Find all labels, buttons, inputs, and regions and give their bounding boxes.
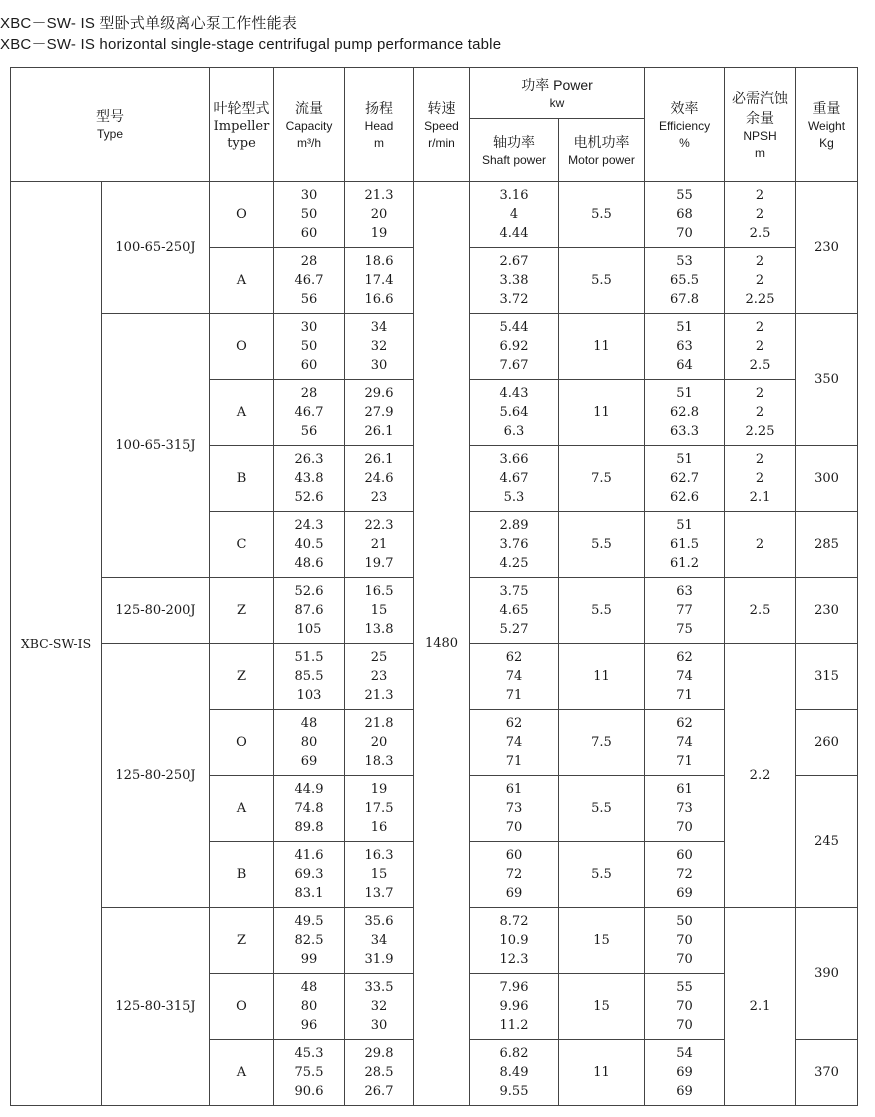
head-cell: 18.6 17.4 16.6 [345,248,414,314]
head-cell: 25 23 21.3 [345,644,414,710]
head-cell: 22.3 21 19.7 [345,512,414,578]
impeller-cell: A [210,248,274,314]
shaft-power-cell: 3.75 4.65 5.27 [470,578,559,644]
header-power: 功率 Power kw [470,68,645,119]
motor-power-cell: 5.5 [559,842,645,908]
model-cell: 125-80-315J [102,908,210,1106]
header-npsh: 必需汽蚀 余量 NPSH m [725,68,796,182]
weight-cell: 390 [796,908,858,1040]
efficiency-cell: 51 62.8 63.3 [645,380,725,446]
shaft-power-cell: 3.66 4.67 5.3 [470,446,559,512]
efficiency-cell: 53 65.5 67.8 [645,248,725,314]
motor-power-cell: 15 [559,908,645,974]
capacity-cell: 45.3 75.5 90.6 [274,1040,345,1106]
capacity-cell: 44.9 74.8 89.8 [274,776,345,842]
weight-cell: 300 [796,446,858,512]
capacity-cell: 52.6 87.6 105 [274,578,345,644]
header-capacity: 流量 Capacity m³/h [274,68,345,182]
motor-power-cell: 7.5 [559,446,645,512]
efficiency-cell: 54 69 69 [645,1040,725,1106]
performance-table [10,67,858,1106]
weight-cell: 370 [796,1040,858,1106]
impeller-cell: C [210,512,274,578]
npsh-cell: 2 2 2.1 [725,446,796,512]
motor-power-cell: 5.5 [559,578,645,644]
shaft-power-cell: 60 72 69 [470,842,559,908]
efficiency-cell: 51 61.5 61.2 [645,512,725,578]
title-chinese: XBC－SW- IS 型卧式单级离心泵工作性能表 [0,15,298,32]
head-cell: 29.8 28.5 26.7 [345,1040,414,1106]
capacity-cell: 24.3 40.5 48.6 [274,512,345,578]
motor-power-cell: 11 [559,644,645,710]
impeller-cell: O [210,314,274,380]
npsh-cell: 2.2 [725,644,796,908]
weight-cell: 350 [796,314,858,446]
head-cell: 21.3 20 19 [345,182,414,248]
efficiency-cell: 51 62.7 62.6 [645,446,725,512]
shaft-power-cell: 5.44 6.92 7.67 [470,314,559,380]
impeller-cell: A [210,380,274,446]
efficiency-cell: 63 77 75 [645,578,725,644]
header-impeller: 叶轮型式 Impeller type [210,68,274,182]
capacity-cell: 48 80 69 [274,710,345,776]
npsh-cell: 2 2 2.5 [725,182,796,248]
title-english: XBC－SW- IS horizontal single-stage centrifugal pump performance table [0,36,502,53]
capacity-cell: 51.5 85.5 103 [274,644,345,710]
weight-cell: 230 [796,578,858,644]
header-motor-power: 电机功率 Motor power [559,119,645,182]
impeller-cell: O [210,974,274,1040]
capacity-cell: 30 50 60 [274,314,345,380]
motor-power-cell: 11 [559,380,645,446]
efficiency-cell: 62 74 71 [645,710,725,776]
efficiency-cell: 61 73 70 [645,776,725,842]
capacity-cell: 28 46.7 56 [274,248,345,314]
shaft-power-cell: 62 74 71 [470,644,559,710]
shaft-power-cell: 62 74 71 [470,710,559,776]
weight-cell: 230 [796,182,858,314]
header-efficiency: 效率 Efficiency % [645,68,725,182]
head-cell: 29.6 27.9 26.1 [345,380,414,446]
shaft-power-cell: 61 73 70 [470,776,559,842]
header-type: 型号 Type [11,68,210,182]
series-cell: XBC-SW-IS [11,182,102,1106]
impeller-cell: Z [210,644,274,710]
model-cell: 125-80-250J [102,644,210,908]
efficiency-cell: 55 70 70 [645,974,725,1040]
capacity-cell: 49.5 82.5 99 [274,908,345,974]
motor-power-cell: 11 [559,1040,645,1106]
npsh-cell: 2.1 [725,908,796,1106]
shaft-power-cell: 7.96 9.96 11.2 [470,974,559,1040]
efficiency-cell: 50 70 70 [645,908,725,974]
shaft-power-cell: 3.16 4 4.44 [470,182,559,248]
impeller-cell: Z [210,578,274,644]
head-cell: 16.3 15 13.7 [345,842,414,908]
model-cell: 125-80-200J [102,578,210,644]
motor-power-cell: 5.5 [559,248,645,314]
motor-power-cell: 15 [559,974,645,1040]
head-cell: 35.6 34 31.9 [345,908,414,974]
efficiency-cell: 55 68 70 [645,182,725,248]
npsh-cell: 2 [725,512,796,578]
capacity-cell: 48 80 96 [274,974,345,1040]
head-cell: 34 32 30 [345,314,414,380]
head-cell: 16.5 15 13.8 [345,578,414,644]
npsh-cell: 2 2 2.25 [725,380,796,446]
header-speed: 转速 Speed r/min [414,68,470,182]
motor-power-cell: 5.5 [559,776,645,842]
impeller-cell: A [210,776,274,842]
shaft-power-cell: 6.82 8.49 9.55 [470,1040,559,1106]
shaft-power-cell: 2.67 3.38 3.72 [470,248,559,314]
efficiency-cell: 60 72 69 [645,842,725,908]
shaft-power-cell: 8.72 10.9 12.3 [470,908,559,974]
motor-power-cell: 5.5 [559,182,645,248]
head-cell: 26.1 24.6 23 [345,446,414,512]
model-cell: 100-65-250J [102,182,210,314]
motor-power-cell: 11 [559,314,645,380]
impeller-cell: O [210,182,274,248]
table-row [11,182,858,248]
head-cell: 19 17.5 16 [345,776,414,842]
model-cell: 100-65-315J [102,314,210,578]
efficiency-cell: 62 74 71 [645,644,725,710]
header-weight: 重量 Weight Kg [796,68,858,182]
impeller-cell: Z [210,908,274,974]
capacity-cell: 41.6 69.3 83.1 [274,842,345,908]
impeller-cell: A [210,1040,274,1106]
capacity-cell: 26.3 43.8 52.6 [274,446,345,512]
capacity-cell: 28 46.7 56 [274,380,345,446]
npsh-cell: 2 2 2.25 [725,248,796,314]
header-head: 扬程 Head m [345,68,414,182]
motor-power-cell: 5.5 [559,512,645,578]
head-cell: 33.5 32 30 [345,974,414,1040]
header-shaft-power: 轴功率 Shaft power [470,119,559,182]
impeller-cell: O [210,710,274,776]
motor-power-cell: 7.5 [559,710,645,776]
weight-cell: 245 [796,776,858,908]
impeller-cell: B [210,446,274,512]
speed-cell: 1480 [414,182,470,1106]
weight-cell: 260 [796,710,858,776]
capacity-cell: 30 50 60 [274,182,345,248]
npsh-cell: 2 2 2.5 [725,314,796,380]
efficiency-cell: 51 63 64 [645,314,725,380]
head-cell: 21.8 20 18.3 [345,710,414,776]
npsh-cell: 2.5 [725,578,796,644]
weight-cell: 315 [796,644,858,710]
shaft-power-cell: 2.89 3.76 4.25 [470,512,559,578]
shaft-power-cell: 4.43 5.64 6.3 [470,380,559,446]
impeller-cell: B [210,842,274,908]
weight-cell: 285 [796,512,858,578]
